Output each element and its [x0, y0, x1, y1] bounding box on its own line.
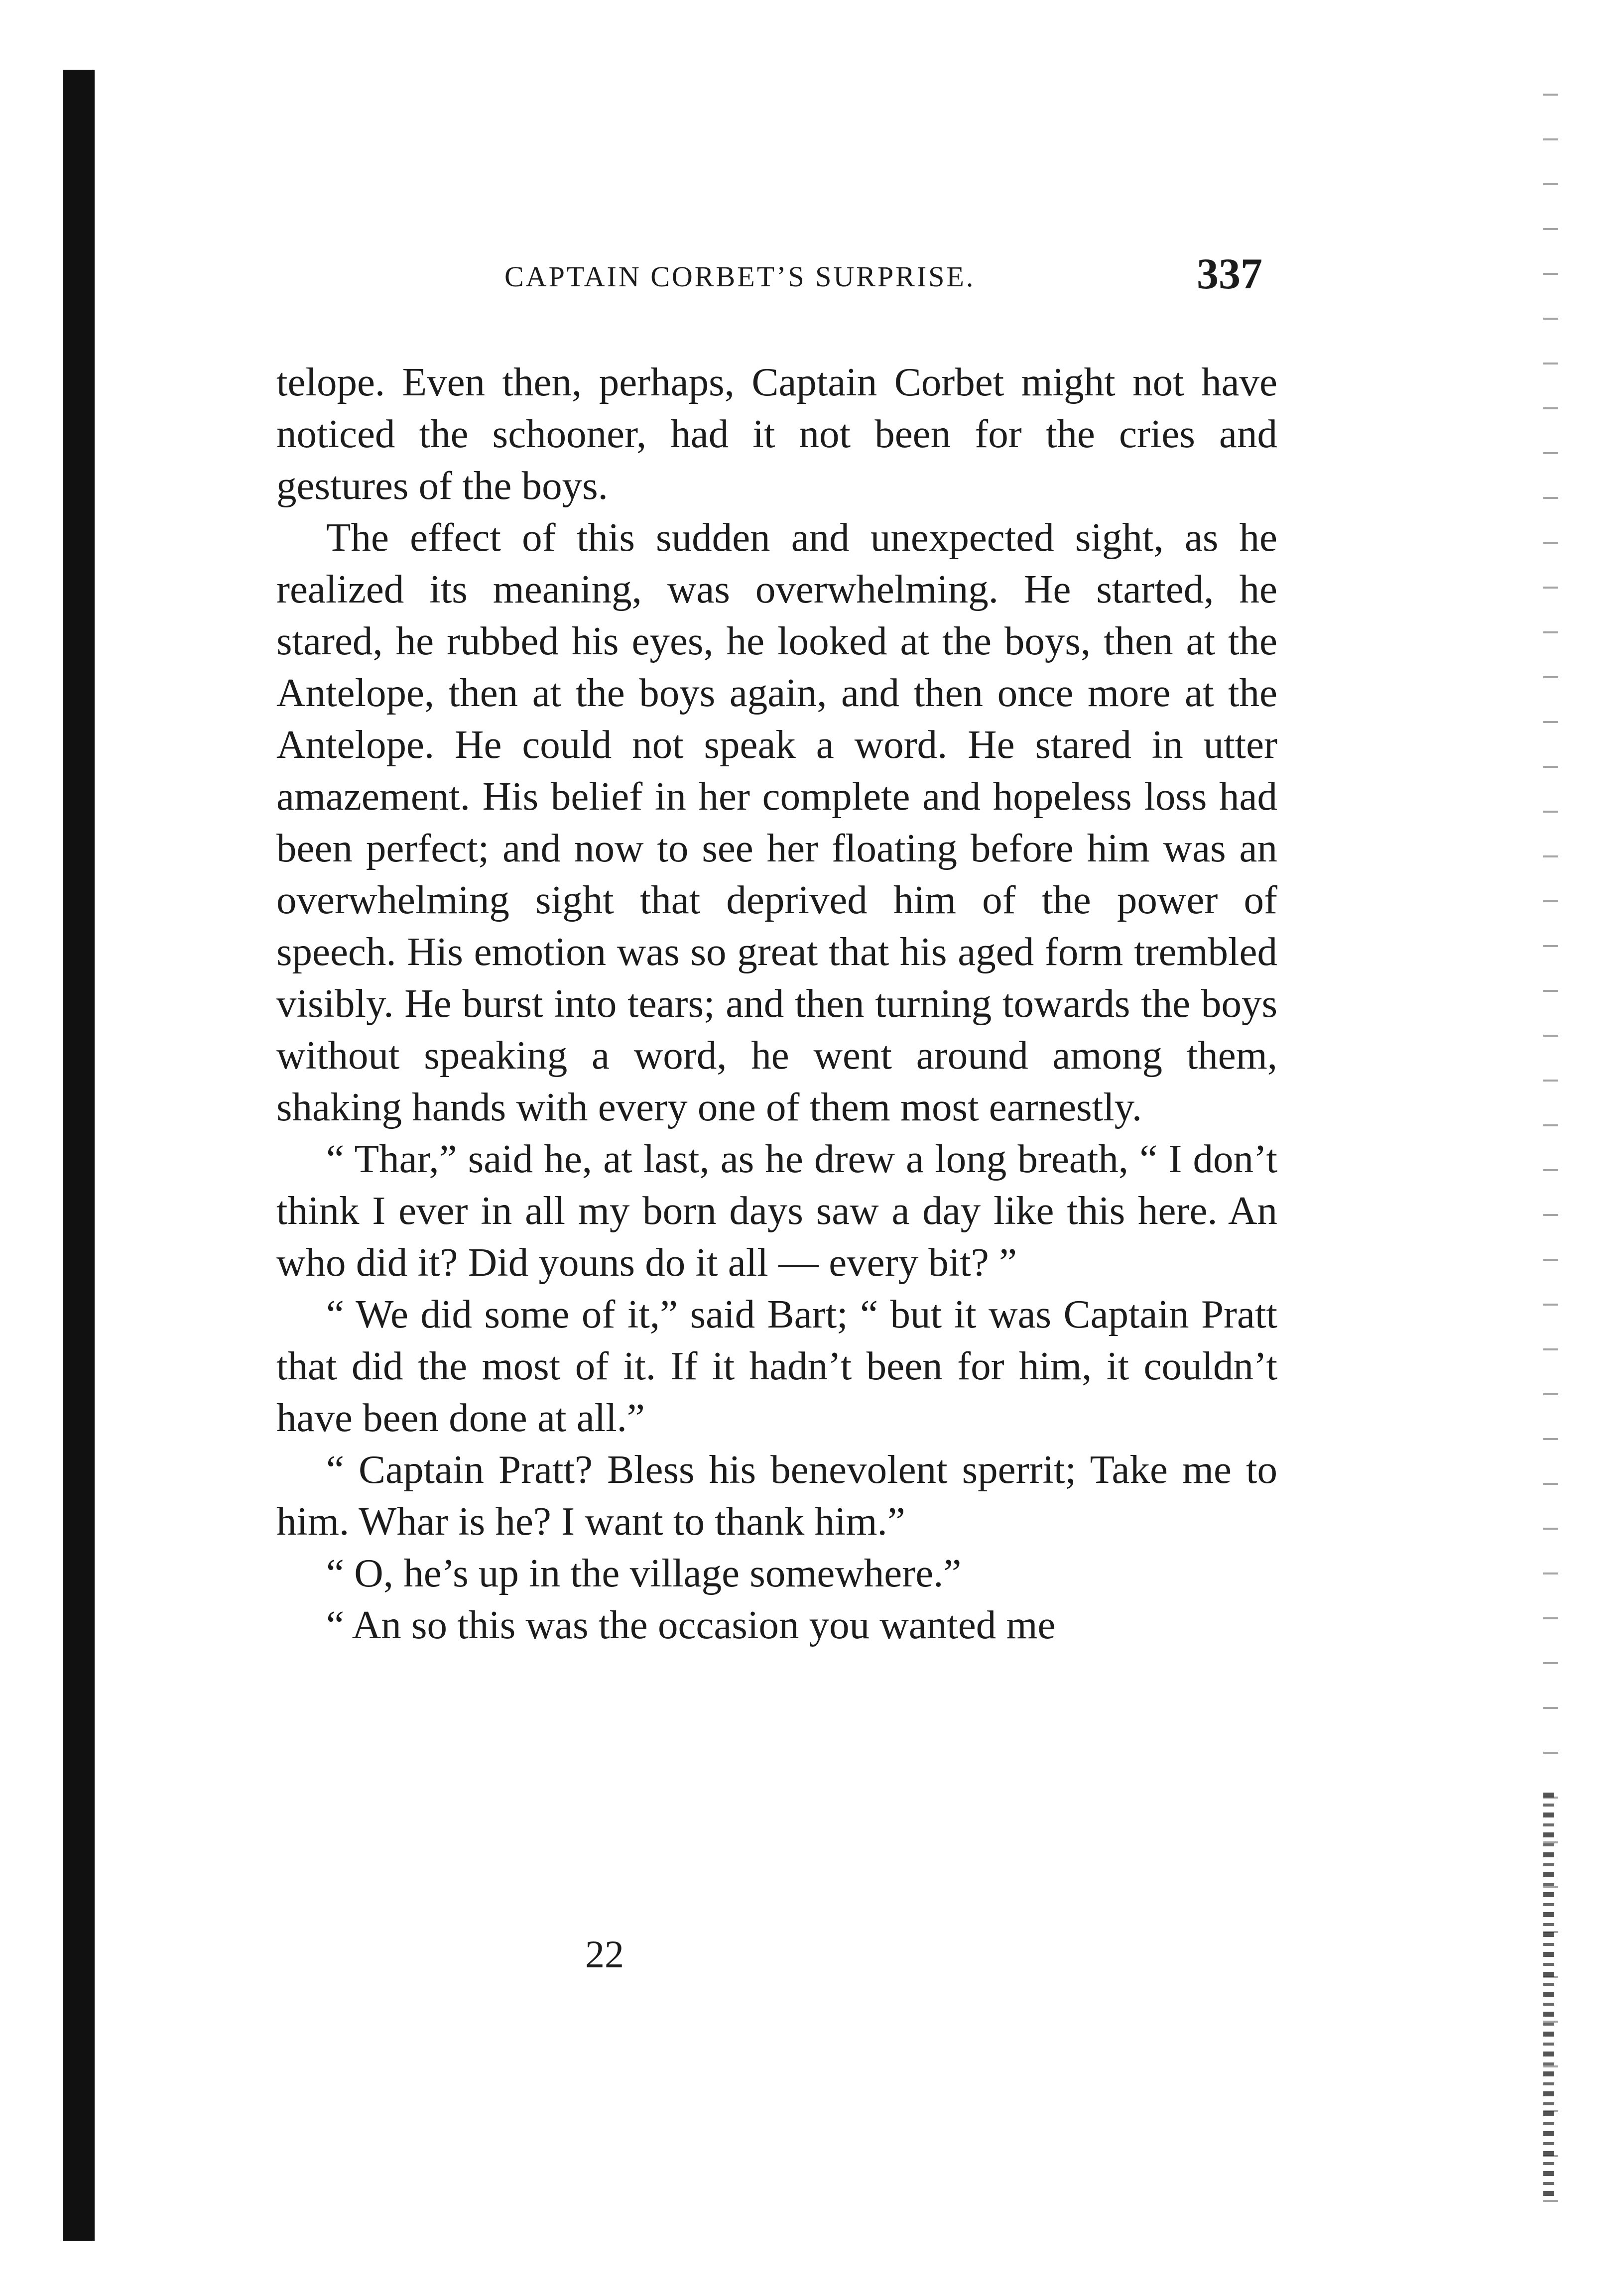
paragraph: “ O, he’s up in the village somewhere.” [326, 1551, 962, 1595]
paragraph: The effect of this sudden and unexpected sight, as he realized its meaning, was overwhelming. He started, he stared, he rubbed his eyes, he looked at the boys, then at the Antelope, then at the boys again, and then once more at the Antelope. He could not speak a word. He stared in utter amazement. His belief in her complete and hopeless loss had been perfect; and now to see her floating before him was an overwhelming sight that deprived him of the power of speech. His emotion was so great that his aged form trembled visibly. He burst into tears; and then turning towards the boys without speaking a word, he went around among them, shaking hands with every one of them most earnestly. [276, 515, 1277, 1129]
paragraph: “ We did some of it,” said Bart; “ but it was Captain Pratt that did the most of it. If it hadn’t been for him, it couldn’t have been done at all.” [276, 1292, 1277, 1440]
running-head [276, 249, 1277, 309]
book-page [276, 249, 1277, 1651]
body-text [276, 356, 1277, 1651]
page-number: 337 [1197, 250, 1262, 298]
running-title: CAPTAIN CORBET’S SURPRISE. [504, 260, 976, 293]
page-edge-dark-specks [1543, 1793, 1554, 2201]
paragraph: telope. Even then, perhaps, Captain Corbet might not have noticed the schooner, had it not been for the cries and gestures of the boys. [276, 360, 1277, 508]
signature-mark: 22 [585, 1933, 624, 1976]
binding-edge-shadow [63, 70, 95, 2241]
paragraph: “ Thar,” said he, at last, as he drew a long breath, “ I don’t think I ever in all my born days saw a day like this here. An who did it? Did youns do it all — every bit? ” [276, 1136, 1277, 1285]
paragraph: “ Captain Pratt? Bless his benevolent sperrit; Take me to him. Whar is he? I want to thank him.” [276, 1447, 1277, 1544]
paragraph: “ An so this was the occasion you wanted me [326, 1602, 1056, 1647]
